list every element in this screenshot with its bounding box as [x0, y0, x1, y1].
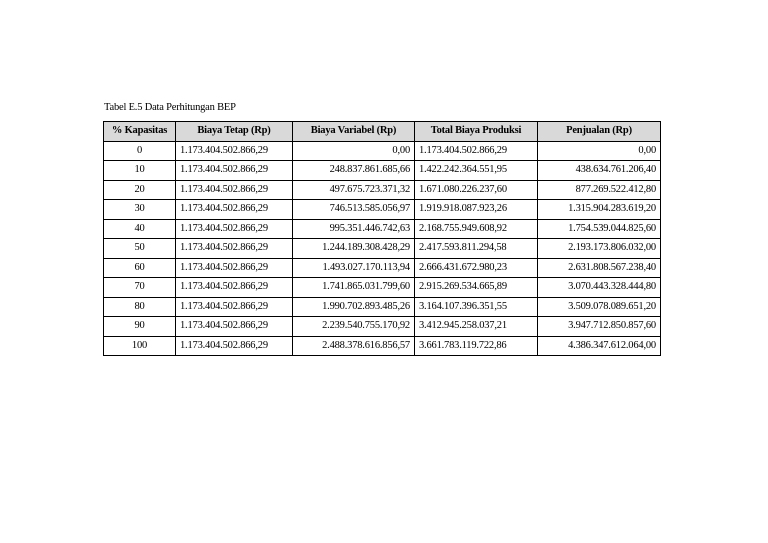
- cell-biaya-variabel: 746.513.585.056,97: [293, 200, 415, 220]
- table-row: [104, 336, 661, 356]
- cell-kapasitas: 70: [104, 278, 176, 298]
- cell-penjualan: 877.269.522.412,80: [538, 180, 661, 200]
- cell-penjualan: 2.193.173.806.032,00: [538, 239, 661, 259]
- table-row: [104, 258, 661, 278]
- cell-kapasitas: 60: [104, 258, 176, 278]
- cell-total-biaya-produksi: 1.671.080.226.237,60: [415, 180, 538, 200]
- cell-total-biaya-produksi: 2.417.593.811.294,58: [415, 239, 538, 259]
- cell-penjualan: 1.315.904.283.619,20: [538, 200, 661, 220]
- cell-biaya-tetap: 1.173.404.502.866,29: [176, 161, 293, 181]
- table-row: [104, 297, 661, 317]
- cell-penjualan: 4.386.347.612.064,00: [538, 336, 661, 356]
- cell-biaya-variabel: 2.488.378.616.856,57: [293, 336, 415, 356]
- header-biaya-tetap: Biaya Tetap (Rp): [176, 122, 293, 142]
- table-row: [104, 141, 661, 161]
- cell-total-biaya-produksi: 2.915.269.534.665,89: [415, 278, 538, 298]
- cell-total-biaya-produksi: 1.173.404.502.866,29: [415, 141, 538, 161]
- cell-penjualan: 1.754.539.044.825,60: [538, 219, 661, 239]
- cell-total-biaya-produksi: 1.422.242.364.551,95: [415, 161, 538, 181]
- header-biaya-variabel: Biaya Variabel (Rp): [293, 122, 415, 142]
- cell-biaya-tetap: 1.173.404.502.866,29: [176, 180, 293, 200]
- table-row: [104, 239, 661, 259]
- header-total-biaya-produksi: Total Biaya Produksi: [415, 122, 538, 142]
- table-row: [104, 278, 661, 298]
- table-body: [104, 141, 661, 356]
- cell-kapasitas: 90: [104, 317, 176, 337]
- cell-biaya-tetap: 1.173.404.502.866,29: [176, 278, 293, 298]
- table-row: [104, 180, 661, 200]
- cell-biaya-tetap: 1.173.404.502.866,29: [176, 141, 293, 161]
- header-penjualan: Penjualan (Rp): [538, 122, 661, 142]
- table-row: [104, 219, 661, 239]
- table-header-row: [104, 122, 661, 142]
- cell-total-biaya-produksi: 2.666.431.672.980,23: [415, 258, 538, 278]
- header-kapasitas: % Kapasitas: [104, 122, 176, 142]
- cell-penjualan: 3.509.078.089.651,20: [538, 297, 661, 317]
- cell-biaya-variabel: 995.351.446.742,63: [293, 219, 415, 239]
- cell-biaya-tetap: 1.173.404.502.866,29: [176, 297, 293, 317]
- cell-total-biaya-produksi: 3.661.783.119.722,86: [415, 336, 538, 356]
- cell-kapasitas: 30: [104, 200, 176, 220]
- table-row: [104, 200, 661, 220]
- cell-biaya-variabel: 2.239.540.755.170,92: [293, 317, 415, 337]
- cell-kapasitas: 10: [104, 161, 176, 181]
- cell-total-biaya-produksi: 2.168.755.949.608,92: [415, 219, 538, 239]
- table-caption: Tabel E.5 Data Perhitungan BEP: [104, 102, 236, 113]
- cell-biaya-variabel: 1.493.027.170.113,94: [293, 258, 415, 278]
- cell-biaya-variabel: 1.741.865.031.799,60: [293, 278, 415, 298]
- cell-kapasitas: 0: [104, 141, 176, 161]
- cell-biaya-tetap: 1.173.404.502.866,29: [176, 200, 293, 220]
- cell-biaya-variabel: 248.837.861.685,66: [293, 161, 415, 181]
- cell-biaya-tetap: 1.173.404.502.866,29: [176, 239, 293, 259]
- cell-kapasitas: 40: [104, 219, 176, 239]
- cell-total-biaya-produksi: 1.919.918.087.923,26: [415, 200, 538, 220]
- cell-biaya-tetap: 1.173.404.502.866,29: [176, 336, 293, 356]
- cell-penjualan: 3.947.712.850.857,60: [538, 317, 661, 337]
- cell-biaya-variabel: 0,00: [293, 141, 415, 161]
- cell-biaya-variabel: 1.990.702.893.485,26: [293, 297, 415, 317]
- cell-penjualan: 0,00: [538, 141, 661, 161]
- cell-biaya-tetap: 1.173.404.502.866,29: [176, 258, 293, 278]
- cell-penjualan: 438.634.761.206,40: [538, 161, 661, 181]
- table-row: [104, 317, 661, 337]
- cell-biaya-tetap: 1.173.404.502.866,29: [176, 219, 293, 239]
- cell-penjualan: 3.070.443.328.444,80: [538, 278, 661, 298]
- cell-biaya-variabel: 1.244.189.308.428,29: [293, 239, 415, 259]
- cell-biaya-variabel: 497.675.723.371,32: [293, 180, 415, 200]
- table-row: [104, 161, 661, 181]
- cell-kapasitas: 50: [104, 239, 176, 259]
- cell-total-biaya-produksi: 3.412.945.258.037,21: [415, 317, 538, 337]
- cell-penjualan: 2.631.808.567.238,40: [538, 258, 661, 278]
- bep-data-table: [103, 121, 661, 356]
- cell-kapasitas: 80: [104, 297, 176, 317]
- cell-total-biaya-produksi: 3.164.107.396.351,55: [415, 297, 538, 317]
- cell-kapasitas: 20: [104, 180, 176, 200]
- cell-kapasitas: 100: [104, 336, 176, 356]
- cell-biaya-tetap: 1.173.404.502.866,29: [176, 317, 293, 337]
